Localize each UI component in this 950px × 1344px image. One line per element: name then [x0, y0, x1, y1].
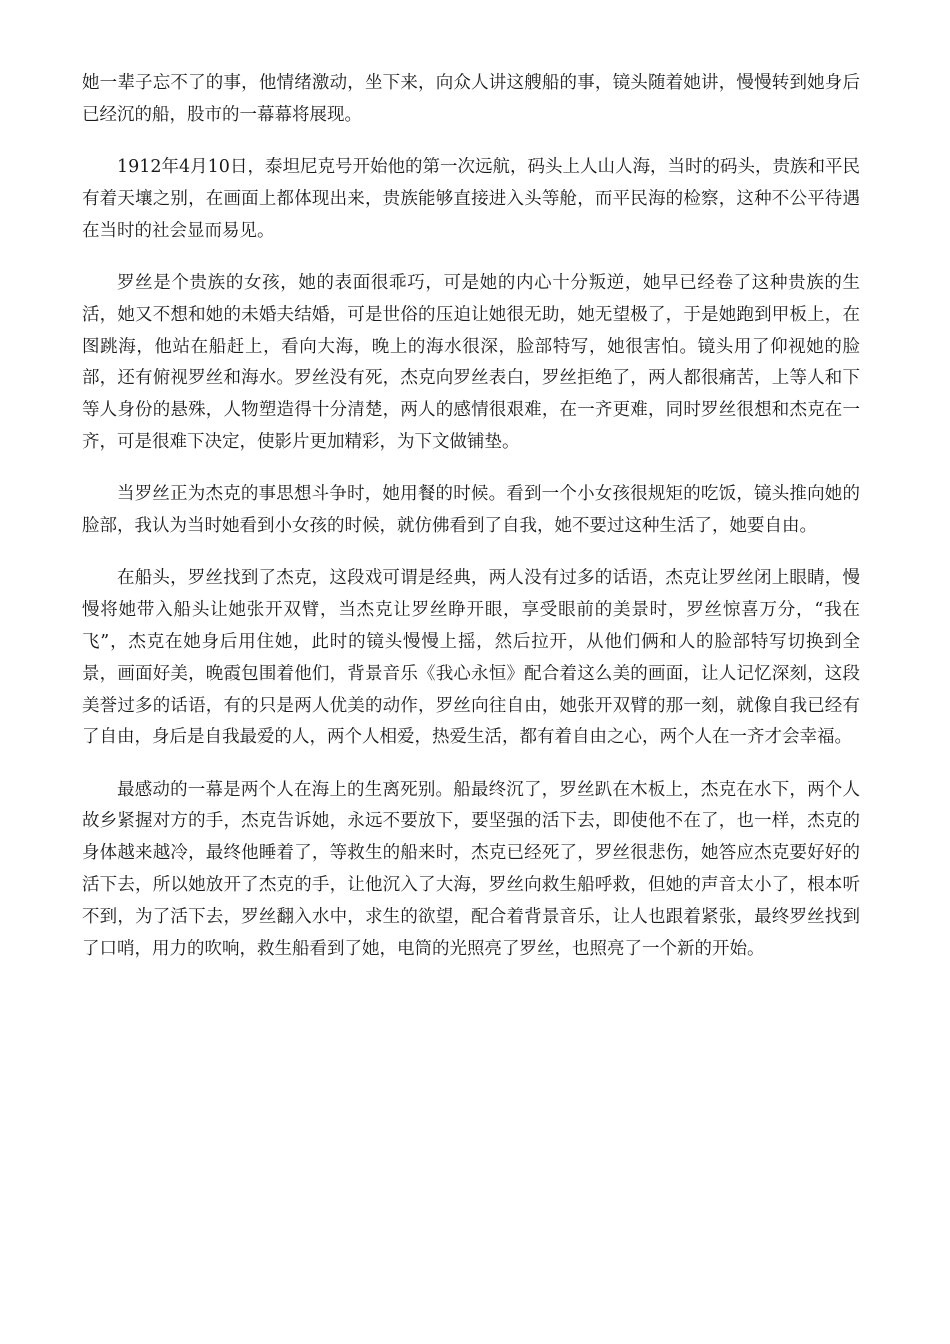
paragraph-3: 罗丝是个贵族的女孩，她的表面很乖巧，可是她的内心十分叛逆，她早已经卷了这种贵族的生活，她又不想和她的未婚夫结婚，可是世俗的压迫让她很无助，她无望极了，于是她跑到甲板上，在图跳海，他站在船赶上，看向大海，晚上的海水很深，脸部特写，她很害怕。镜头用了仰视她的脸部，还有俯视罗丝和海水。罗丝没有死，杰克向罗丝表白，罗丝拒绝了，两人都很痛苦，上等人和下等人身份的悬殊，人物塑造得十分清楚，两人的感情很艰难，在一齐更难，同时罗丝很想和杰克在一齐，可是很难下决定，使影片更加精彩，为下文做铺垫。 — [82, 272, 860, 452]
paragraph-6: 最感动的一幕是两个人在海上的生离死别。船最终沉了，罗丝趴在木板上，杰克在水下，两个人故乡紧握对方的手，杰克告诉她，永远不要放下，要坚强的活下去，即使他不在了，也一样，杰克的身体越来越冷，最终他睡着了，等救生的船来时，杰克已经死了，罗丝很悲伤，她答应杰克要好好的活下去，所以她放开了杰克的手，让他沉入了大海，罗丝向救生船呼救，但她的声音太小了，根本听不到，为了活下去，罗丝翻入水中，求生的欲望，配合着背景音乐，让人也跟着紧张，最终罗丝找到了口哨，用力的吹响，救生船看到了她，电筒的光照亮了罗丝，也照亮了一个新的开始。 — [82, 779, 860, 959]
paragraph-5: 在船头，罗丝找到了杰克，这段戏可谓是经典，两人没有过多的话语，杰克让罗丝闭上眼睛，慢慢将她带入船头让她张开双臂，当杰克让罗丝睁开眼，享受眼前的美景时，罗丝惊喜万分，“我在飞”，杰克在她身后用住她，此时的镜头慢慢上摇，然后拉开，从他们俩和人的脸部特写切换到全景，画面好美，晚霞包围着他们，背景音乐《我心永恒》配合着这么美的画面，让人记忆深刻，这段美誉过多的话语，有的只是两人优美的动作，罗丝向往自由，她张开双臂的那一刻，就像自我已经有了自由，身后是自我最爱的人，两个人相爱，热爱生活，都有着自由之心，两个人在一齐才会幸福。 — [82, 568, 860, 748]
paragraph-2: 1912年4月10日，泰坦尼克号开始他的第一次远航，码头上人山人海，当时的码头，贵族和平民有着天壤之别，在画面上都体现出来，贵族能够直接进入头等舱，而平民海的检察，这种不公平待遇在当时的社会显而易见。 — [82, 157, 860, 241]
paragraph-4: 当罗丝正为杰克的事思想斗争时，她用餐的时候。看到一个小女孩很规矩的吃饭，镜头推向她的脸部，我认为当时她看到小女孩的时候，就仿佛看到了自我，她不要过这种生活了，她要自由。 — [82, 484, 860, 537]
document-body — [82, 68, 860, 986]
paragraph-1: 她一辈子忘不了的事，他情绪激动，坐下来，向众人讲这艘船的事，镜头随着她讲，慢慢转到她身后已经沉的船，股市的一幕幕将展现。 — [82, 73, 860, 125]
